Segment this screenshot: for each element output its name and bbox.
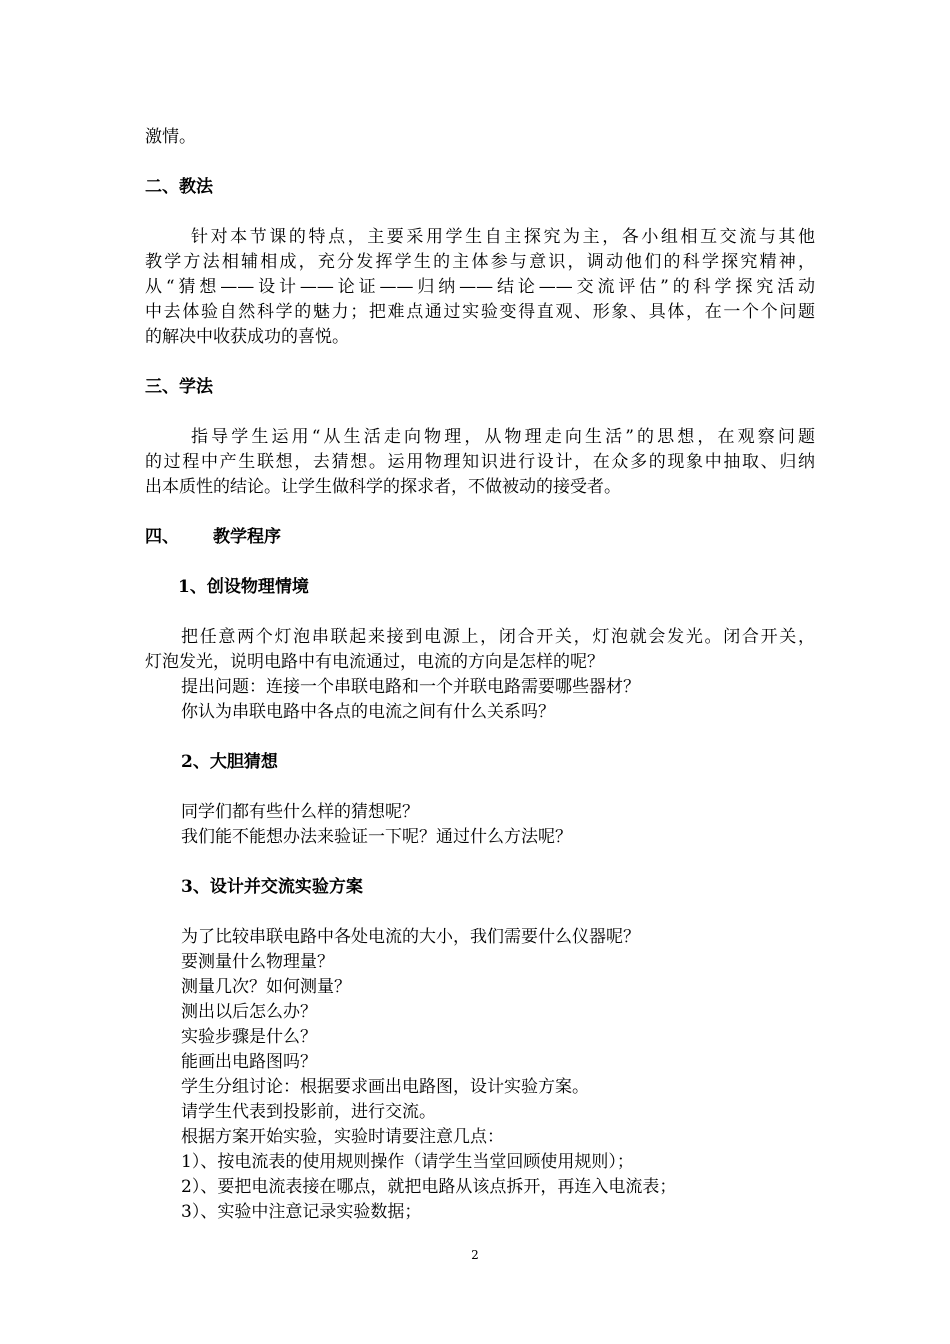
paragraph-line: 我们能不能想办法来验证一下呢？通过什么方法呢？ [181, 827, 572, 847]
paragraph-line: 测量几次？如何测量？ [181, 977, 351, 997]
paragraph-line: 从“猜想——设计——论证——归纳——结论——交流评估”的科学探究活动 [145, 277, 815, 297]
paragraph-line: 测出以后怎么办？ [181, 1002, 317, 1022]
page-number: 2 [471, 1248, 479, 1262]
paragraph-line: 请学生代表到投影前，进行交流。 [181, 1102, 436, 1122]
paragraph-line: 学生分组讨论：根据要求画出电路图，设计实验方案。 [181, 1077, 589, 1097]
paragraph-line: 的过程中产生联想，去猜想。运用物理知识进行设计，在众多的现象中抽取、归纳 [145, 452, 815, 472]
paragraph-line: 出本质性的结论。让学生做科学的探求者，不做被动的接受者。 [145, 477, 621, 497]
paragraph-line: 针对本节课的特点，主要采用学生自主探究为主，各小组相互交流与其他 [191, 227, 815, 247]
subsection-2-heading: 2、大胆猜想 [181, 752, 278, 772]
paragraph-line: 指导学生运用“从生活走向物理，从物理走向生活”的思想，在观察问题 [191, 427, 815, 447]
paragraph-line: 同学们都有些什么样的猜想呢？ [181, 802, 419, 822]
section-4-heading [145, 524, 815, 550]
paragraph-line: 1）、按电流表的使用规则操作（请学生当堂回顾使用规则）； [181, 1152, 634, 1172]
paragraph-line: 为了比较串联电路中各处电流的大小，我们需要什么仪器呢？ [181, 927, 640, 947]
section-4-number: 四、 [145, 527, 179, 547]
paragraph-line: 你认为串联电路中各点的电流之间有什么关系吗？ [181, 702, 555, 722]
subsection-1-heading: 1、创设物理情境 [178, 577, 309, 597]
paragraph-line: 根据方案开始实验，实验时请要注意几点： [181, 1127, 504, 1147]
paragraph-line: 把任意两个灯泡串联起来接到电源上，闭合开关，灯泡就会发光。闭合开关， [181, 627, 815, 647]
paragraph-line: 中去体验自然科学的魅力；把难点通过实验变得直观、形象、具体，在一个个问题 [145, 302, 815, 322]
paragraph-line: 能画出电路图吗？ [181, 1052, 317, 1072]
section-4-title: 教学程序 [213, 527, 281, 547]
intro-tail-text: 激情。 [145, 127, 196, 147]
paragraph-line: 实验步骤是什么？ [181, 1027, 317, 1047]
section-2-heading: 二、教法 [145, 177, 213, 197]
paragraph-line: 教学方法相辅相成，充分发挥学生的主体参与意识，调动他们的科学探究精神， [145, 252, 815, 272]
paragraph-line: 3）、实验中注意记录实验数据； [181, 1202, 422, 1222]
paragraph-line: 提出问题：连接一个串联电路和一个并联电路需要哪些器材？ [181, 677, 640, 697]
paragraph-line: 灯泡发光，说明电路中有电流通过，电流的方向是怎样的呢？ [145, 652, 604, 672]
section-3-heading: 三、学法 [145, 377, 213, 397]
paragraph-line: 的解决中收获成功的喜悦。 [145, 327, 349, 347]
subsection-3-heading: 3、设计并交流实验方案 [181, 877, 363, 897]
paragraph-line: 2）、要把电流表接在哪点，就把电路从该点拆开，再连入电流表； [181, 1177, 677, 1197]
paragraph-line: 要测量什么物理量？ [181, 952, 334, 972]
